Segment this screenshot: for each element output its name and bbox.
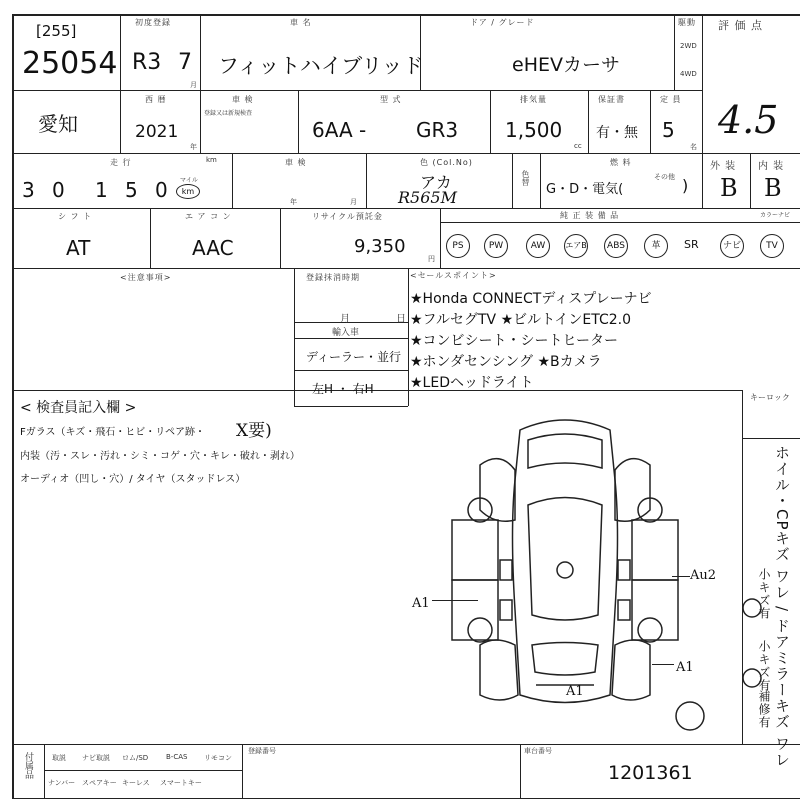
equipment-tv: TV bbox=[760, 234, 784, 258]
wheel-mirror-label: ホイル・CPキズ ワレ / ドアミラーキズ ワレ bbox=[773, 445, 791, 768]
inspector-windshield: Fガラス（キズ・飛石・ヒビ・リペア跡・ bbox=[20, 427, 206, 438]
fuel-other: その他 bbox=[654, 173, 675, 181]
registration-month-unit: 月 bbox=[190, 81, 197, 89]
inspection-year-unit: 年 bbox=[290, 198, 297, 206]
accessory-remote: リモコン bbox=[204, 754, 232, 762]
model-year: 2021 bbox=[135, 122, 179, 142]
lot-number: 25054 bbox=[22, 46, 118, 81]
equipment-navi: ナビ bbox=[720, 234, 744, 258]
lot-bracket: [255] bbox=[36, 22, 77, 40]
caution-label: <注意事項> bbox=[120, 273, 172, 282]
accessory-rom-sd: ロム/SD bbox=[122, 754, 149, 762]
repair-label: 補修有 bbox=[757, 690, 771, 729]
drive-4wd: 4WD bbox=[680, 70, 697, 78]
mileage-digit: 5 bbox=[125, 178, 138, 202]
model-year-unit: 年 bbox=[190, 143, 197, 151]
mileage-digit: 1 bbox=[95, 178, 108, 202]
equipment-label: 純 正 装 備 品 bbox=[560, 211, 620, 220]
recycle-unit: 円 bbox=[428, 255, 435, 263]
warranty-label: 保証書 bbox=[598, 95, 625, 104]
accessory-smart-key: スマートキー bbox=[160, 779, 202, 787]
mileage-unit-top: マイル bbox=[180, 177, 198, 184]
car-name-label: 車 名 bbox=[290, 18, 312, 27]
inspection-sub: 登録又は新規検査 bbox=[204, 110, 253, 117]
car-name: フィットハイブリッド bbox=[218, 54, 424, 78]
inspection-label: 車 検 bbox=[232, 95, 254, 104]
drive-label: 駆動 bbox=[678, 18, 696, 27]
warranty: 有・無 bbox=[596, 125, 638, 141]
mileage-digit: 0 bbox=[155, 178, 168, 202]
registration-year: R3 bbox=[132, 50, 162, 75]
wheel-small-scratch: 小キズ有 bbox=[757, 568, 771, 620]
fuel-label: 燃 料 bbox=[610, 158, 632, 167]
accessory-bcas: B-CAS bbox=[166, 753, 188, 761]
color-change-label: 色替 bbox=[521, 170, 530, 186]
fuel: G・D・電気( bbox=[546, 182, 624, 197]
accessory-plate: ナンバー bbox=[48, 779, 76, 787]
inspector-title: < 検査員記入欄 > bbox=[20, 400, 137, 416]
displacement: 1,500 bbox=[505, 118, 563, 142]
accessory-keyless: キーレス bbox=[122, 779, 150, 787]
damage-mark-rear: A1 bbox=[566, 684, 584, 699]
mileage-digit: 3 bbox=[22, 178, 35, 202]
inspector-interior: 内装（汚・スレ・汚れ・シミ・コゲ・穴・キレ・破れ・剥れ） bbox=[20, 451, 300, 462]
steering-side: 左H ・ 右H bbox=[312, 382, 374, 396]
evaluation-score: 4.5 bbox=[718, 98, 779, 142]
equipment-ps: PS bbox=[446, 234, 470, 258]
interior-label: 内 装 bbox=[758, 161, 785, 172]
keylock-label: キーロック bbox=[750, 393, 790, 402]
dealer-parallel: ディーラー・並行 bbox=[306, 350, 402, 364]
equipment-leather: 革 bbox=[644, 234, 668, 258]
inspection-label-2: 車 検 bbox=[285, 158, 307, 167]
sales-point: ★ホンダセンシング ★Bカメラ bbox=[410, 354, 602, 370]
damage-leader-left bbox=[432, 600, 478, 601]
mileage-unit: km bbox=[181, 187, 195, 196]
equipment-airbag: エアB bbox=[564, 234, 588, 258]
air-conditioner: AAC bbox=[192, 236, 234, 260]
location: 愛知 bbox=[38, 112, 78, 136]
model-label: 型 式 bbox=[380, 95, 402, 104]
sales-point: ★Honda CONNECTディスプレーナビ bbox=[410, 291, 652, 307]
sales-point: ★LEDヘッドライト bbox=[410, 375, 534, 391]
recycle-fee: 9,350 bbox=[354, 236, 406, 257]
sales-points-label: <セールスポイント> bbox=[410, 271, 497, 280]
interior-grade: B bbox=[764, 174, 782, 202]
registration-month: 7 bbox=[178, 50, 192, 75]
registration-expiry-label: 登録抹消時期 bbox=[306, 273, 360, 282]
capacity-unit: 名 bbox=[690, 143, 697, 151]
registration-number-label: 登録番号 bbox=[248, 747, 276, 755]
damage-leader-rear-right bbox=[652, 664, 674, 665]
mileage-unit-circle bbox=[176, 184, 200, 199]
accessory-spare-key: スペアキー bbox=[82, 779, 117, 787]
damage-mark-left: A1 bbox=[412, 596, 430, 611]
recycle-label: リサイクル預託金 bbox=[312, 212, 383, 221]
shift-label: シ フ ト bbox=[58, 212, 93, 221]
inspection-month-unit: 月 bbox=[350, 198, 357, 206]
color-code: R565M bbox=[398, 188, 457, 207]
accessory-manual: 取説 bbox=[52, 754, 66, 762]
drive-2wd: 2WD bbox=[680, 42, 697, 50]
damage-leader-right bbox=[672, 576, 690, 577]
equipment-abs: ABS bbox=[604, 234, 628, 258]
score-label: 評 価 点 bbox=[718, 19, 763, 32]
damage-mark-rear-right: A1 bbox=[676, 660, 694, 675]
fuel-close: ) bbox=[682, 176, 689, 195]
displacement-label: 排気量 bbox=[520, 95, 547, 104]
hand-circles bbox=[672, 590, 762, 740]
equipment-sunroof: SR bbox=[684, 238, 699, 251]
model-prefix: 6AA - bbox=[312, 118, 367, 142]
color-label: 色 (Col.No) bbox=[420, 158, 473, 167]
shift: AT bbox=[66, 236, 91, 260]
model-code: GR3 bbox=[416, 118, 459, 142]
displacement-unit: cc bbox=[574, 142, 582, 150]
damage-mark-right: Au2 bbox=[690, 568, 717, 583]
inspector-audio-tire: オーディオ（凹し・穴）/ タイヤ（スタッドレス） bbox=[20, 474, 246, 485]
capacity: 5 bbox=[662, 118, 675, 142]
sales-point: ★フルセグTV ★ビルトインETC2.0 bbox=[410, 312, 632, 328]
accessories-label: 付属品 bbox=[23, 752, 33, 779]
km-label: km bbox=[206, 156, 217, 164]
exterior-label: 外 装 bbox=[710, 161, 737, 172]
car-diagram bbox=[440, 410, 690, 740]
mileage-label: 走 行 bbox=[110, 158, 132, 167]
expiry-day: 日 bbox=[396, 314, 406, 325]
import-label: 輸入車 bbox=[332, 328, 360, 338]
accessory-navi-manual: ナビ取説 bbox=[82, 754, 110, 762]
door-grade-label: ドア / グレード bbox=[470, 18, 535, 27]
expiry-month: 月 bbox=[340, 314, 350, 325]
grade: eHEVカーサ bbox=[512, 54, 620, 76]
color: アカ bbox=[420, 173, 452, 192]
chassis-number-label: 車台番号 bbox=[524, 747, 552, 755]
mirror-small-scratch: 小キズ有 bbox=[757, 640, 771, 692]
chassis-number: 1201361 bbox=[608, 762, 693, 784]
ac-label: エ ア コ ン bbox=[185, 212, 232, 221]
inspector-windshield-mark: X要) bbox=[236, 421, 272, 441]
year-label: 西 暦 bbox=[145, 95, 167, 104]
sales-point: ★コンビシート・シートヒーター bbox=[410, 333, 618, 349]
equipment-aw: AW bbox=[526, 234, 550, 258]
mileage-digit: 0 bbox=[52, 178, 65, 202]
first-registration-label: 初度登録 bbox=[135, 18, 171, 27]
exterior-grade: B bbox=[720, 174, 738, 202]
car-navi-label: カラーナビ bbox=[760, 212, 791, 219]
capacity-label: 定 員 bbox=[660, 95, 682, 104]
equipment-pw: PW bbox=[484, 234, 508, 258]
